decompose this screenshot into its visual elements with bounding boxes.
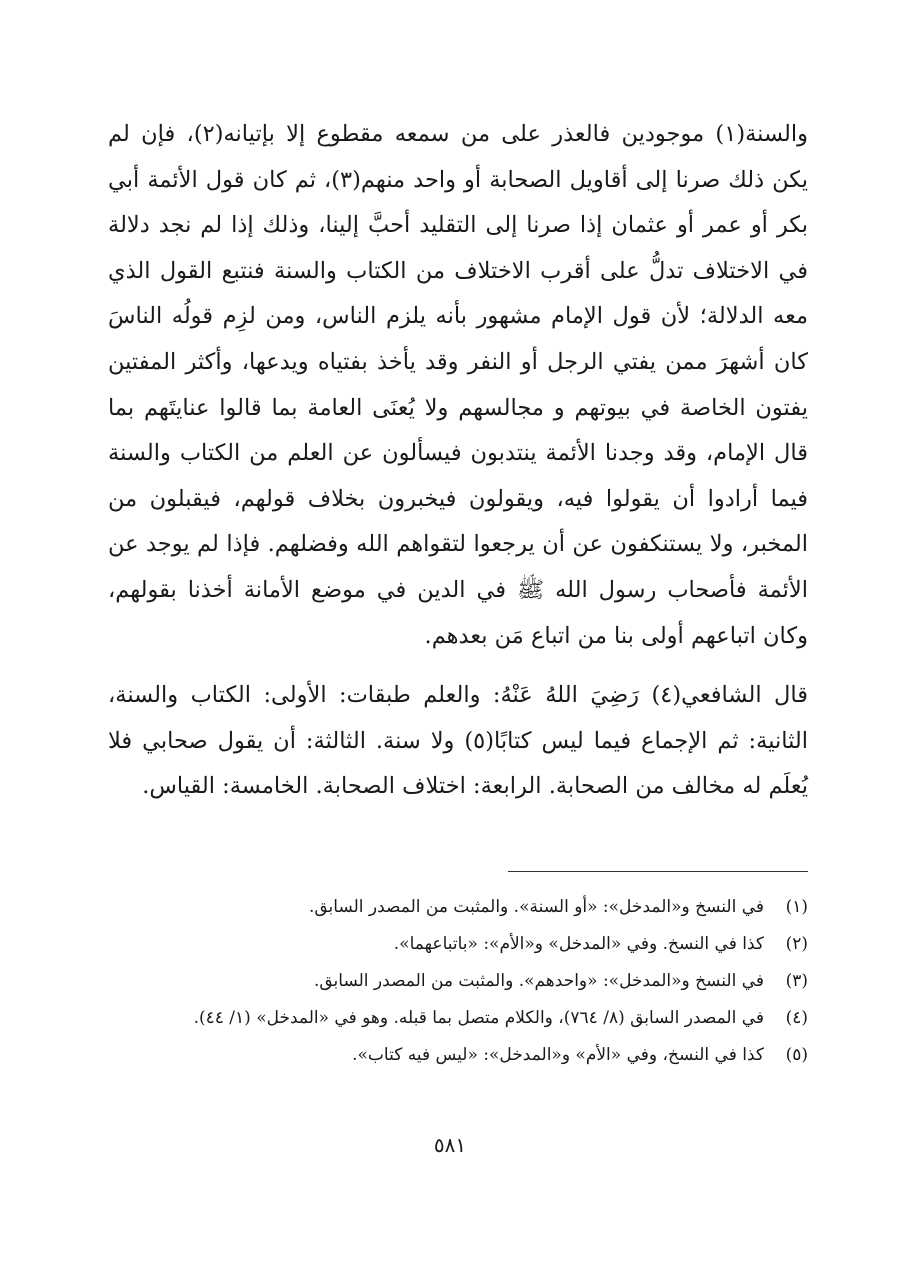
- main-text: [108, 112, 808, 810]
- footnote-text: في النسخ و«المدخل»: «واحدهم». والمثبت من المصدر السابق.: [313, 971, 764, 991]
- footnote-text: كذا في النسخ. وفي «المدخل» و«الأم»: «باتباعهما».: [393, 934, 764, 954]
- footnote-1: [108, 890, 808, 924]
- footnote-text: في المصدر السابق (٨/ ٧٦٤)، والكلام متصل بما قبله. وهو في «المدخل» (١/ ٤٤).: [193, 1008, 764, 1028]
- footnote-text: كذا في النسخ، وفي «الأم» و«المدخل»: «ليس فيه كتاب».: [352, 1045, 764, 1065]
- body-paragraph-2: قال الشافعي(٤) رَضِيَ اللهُ عَنْهُ: والعلم طبقات: الأولى: الكتاب والسنة، الثانية: ثم الإجماع فيما ليس كتابًا(٥) ولا سنة. الثالثة: أن يقول صحابي فلا يُعلَم له مخالف من الصحابة. الرابعة: اختلاف الصحابة. الخامسة: القياس.: [108, 682, 808, 800]
- footnote-4: [108, 1001, 808, 1035]
- body-paragraph-1: والسنة(١) موجودين فالعذر على من سمعه مقطوع إلا بإتيانه(٢)، فإن لم يكن ذلك صرنا إلى أقاويل الصحابة أو واحد منهم(٣)، ثم كان قول الأئمة أبي بكر أو عمر أو عثمان إذا صرنا إلى التقليد أحبَّ إلينا، وذلك إذا لم نجد دلالة في الاختلاف تدلُّ على أقرب الاختلاف من الكتاب والسنة فنتبع القول الذي معه الدلالة؛ لأن قول الإمام مشهور بأنه يلزم الناس، ومن لزِم قولُه الناسَ كان أشهرَ ممن يفتي الرجل أو النفر وقد يأخذ بفتياه ويدعها، وأكثر المفتين يفتون الخاصة في بيوتهم و مجالسهم ولا يُعنَى العامة بما قالوا عنايتَهم بما قال الإمام، وقد وجدنا الأئمة ينتدبون فيسألون عن العلم من الكتاب والسنة فيما أرادوا أن يقولوا فيه، ويقولون فيخبرون بخلاف قولهم، فيقبلون من المخبر، ولا يستنكفون عن أن يرجعوا لتقواهم الله وفضلهم. فإذا لم يوجد عن الأئمة فأصحاب رسول الله ﷺ في الدين في موضع الأمانة أخذنا بقولهم، وكان اتباعهم أولى بنا من اتباع مَن بعدهم.: [108, 121, 808, 649]
- footnote-number: (١): [785, 897, 808, 917]
- footnote-2: [108, 927, 808, 961]
- footnote-5: [108, 1038, 808, 1072]
- footnote-separator: [508, 871, 808, 872]
- footnote-number: (٤): [785, 1008, 808, 1028]
- page-number: ٥٨١: [433, 1133, 467, 1157]
- footnote-text: في النسخ و«المدخل»: «أو السنة». والمثبت من المصدر السابق.: [308, 897, 764, 917]
- footnotes-list: [108, 890, 808, 1075]
- footnote-number: (٥): [785, 1045, 808, 1065]
- footnote-number: (٢): [785, 934, 808, 954]
- footnote-3: [108, 964, 808, 998]
- footnote-number: (٣): [785, 971, 808, 991]
